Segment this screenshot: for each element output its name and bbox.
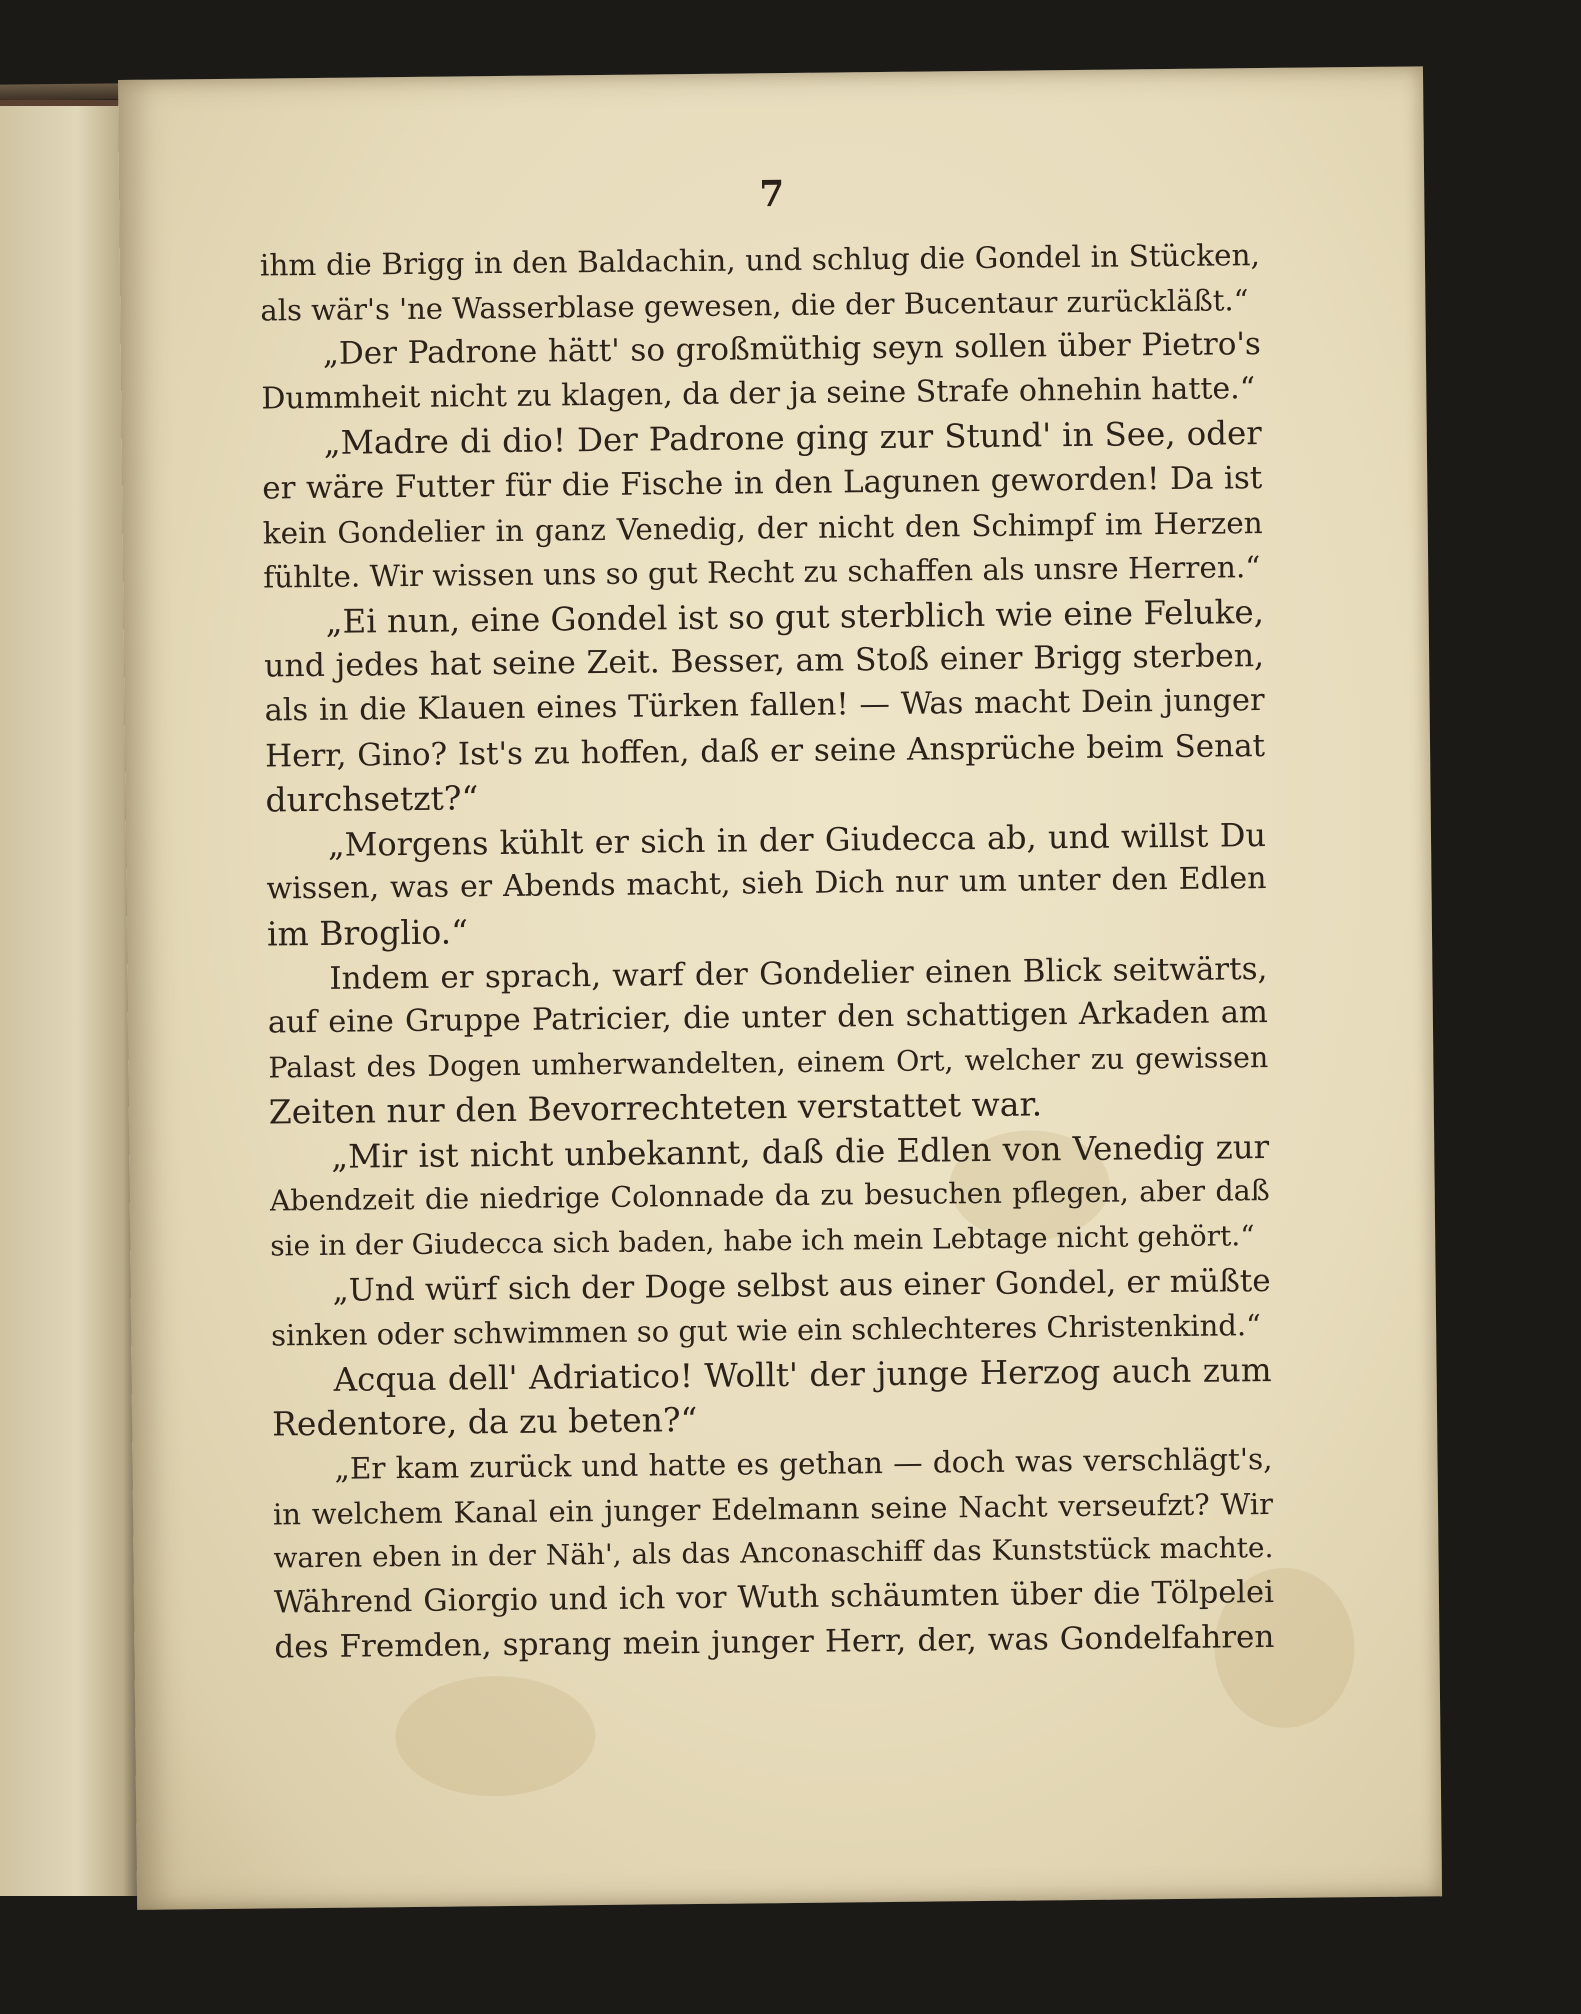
text-line: „Morgens kühlt er sich in der Giudecca ab, und willst Du — [327, 815, 1267, 864]
text-line: „Ei nun, eine Gondel ist so gut sterblich wie eine Feluke, — [325, 592, 1264, 641]
text-line: als in die Klauen eines Türken fallen! — Was macht Dein junger — [264, 682, 1265, 729]
text-line: Herr, Gino? Ist's zu hoffen, daß er seine Ansprüche beim Senat — [264, 727, 1266, 775]
left-page-edge — [0, 100, 140, 1896]
book-page — [118, 66, 1442, 1910]
text-line: Palast des Dogen umherwandelten, einem Ort, welcher zu gewissen — [268, 1040, 1269, 1085]
text-line: in welchem Kanal ein junger Edelmann seine Nacht verseufzt? Wir — [272, 1486, 1274, 1532]
text-line: im Broglio.“ — [266, 912, 469, 954]
text-line: fühlte. Wir wissen uns so gut Recht zu schaffen als unsre Herren.“ — [263, 550, 1261, 595]
text-line: kein Gondelier in ganz Venedig, der nicht den Schimpf im Herzen — [262, 505, 1263, 551]
text-line: durchsetzt?“ — [265, 778, 479, 820]
text-line: auf eine Gruppe Patricier, die unter den schattigen Arkaden am — [267, 995, 1269, 1041]
text-line: sie in der Giudecca sich baden, habe ich mein Lebtage nicht gehört.“ — [270, 1219, 1255, 1263]
text-line: „Er kam zurück und hatte es gethan — doch was verschlägt's, — [334, 1442, 1273, 1486]
text-line: als wär's 'ne Wasserblase gewesen, die der Bucentaur zurückläßt.“ — [260, 282, 1249, 328]
paper-stain — [395, 1675, 596, 1797]
text-line: Indem er sprach, warf der Gondelier einen Blick seitwärts, — [329, 950, 1268, 997]
text-line: Zeiten nur den Bevorrechteten verstattet war. — [268, 1084, 1043, 1132]
text-line: Während Giorgio und ich vor Wuth schäumten über die Tölpelei — [273, 1574, 1275, 1621]
page-number: 7 — [758, 173, 785, 216]
text-line: „Und würf sich der Doge selbst aus einer Gondel, er müßte — [332, 1262, 1271, 1309]
text-line: Dummheit nicht zu klagen, da der ja seine Strafe ohnehin hatte.“ — [261, 370, 1256, 417]
text-line: er wäre Futter für die Fische in den Lagunen geworden! Da ist — [262, 460, 1263, 507]
text-line: sinken oder schwimmen so gut wie ein schlechteres Christenkind.“ — [270, 1308, 1262, 1353]
text-line: Acqua dell' Adriatico! Wollt' der junge Herzog auch zum — [333, 1350, 1272, 1399]
text-line: Redentore, da zu beten?“ — [271, 1400, 698, 1444]
text-line: wissen, was er Abends macht, sieh Dich nur um unter den Edlen — [266, 861, 1267, 907]
text-line: ihm die Brigg in den Baldachin, und schlug die Gondel in Stücken, — [259, 238, 1261, 283]
text-line: und jedes hat seine Zeit. Besser, am Stoß einer Brigg sterben, — [263, 638, 1265, 685]
text-line: „Der Padrone hätt' so großmüthig seyn sollen über Pietro's — [322, 326, 1262, 373]
body-text — [260, 233, 1275, 1670]
text-line: „Madre di dio! Der Padrone ging zur Stund' in See, oder — [323, 414, 1262, 463]
text-line: des Fremden, sprang mein junger Herr, der, was Gondelfahren — [274, 1619, 1275, 1666]
text-line: waren eben in der Näh', als das Anconaschiff das Kunststück machte. — [273, 1531, 1274, 1575]
text-line: Abendzeit die niedrige Colonnade da zu besuchen pflegen, aber daß — [269, 1174, 1270, 1218]
text-line: „Mir ist nicht unbekannt, daß die Edlen von Venedig zur — [331, 1127, 1270, 1176]
